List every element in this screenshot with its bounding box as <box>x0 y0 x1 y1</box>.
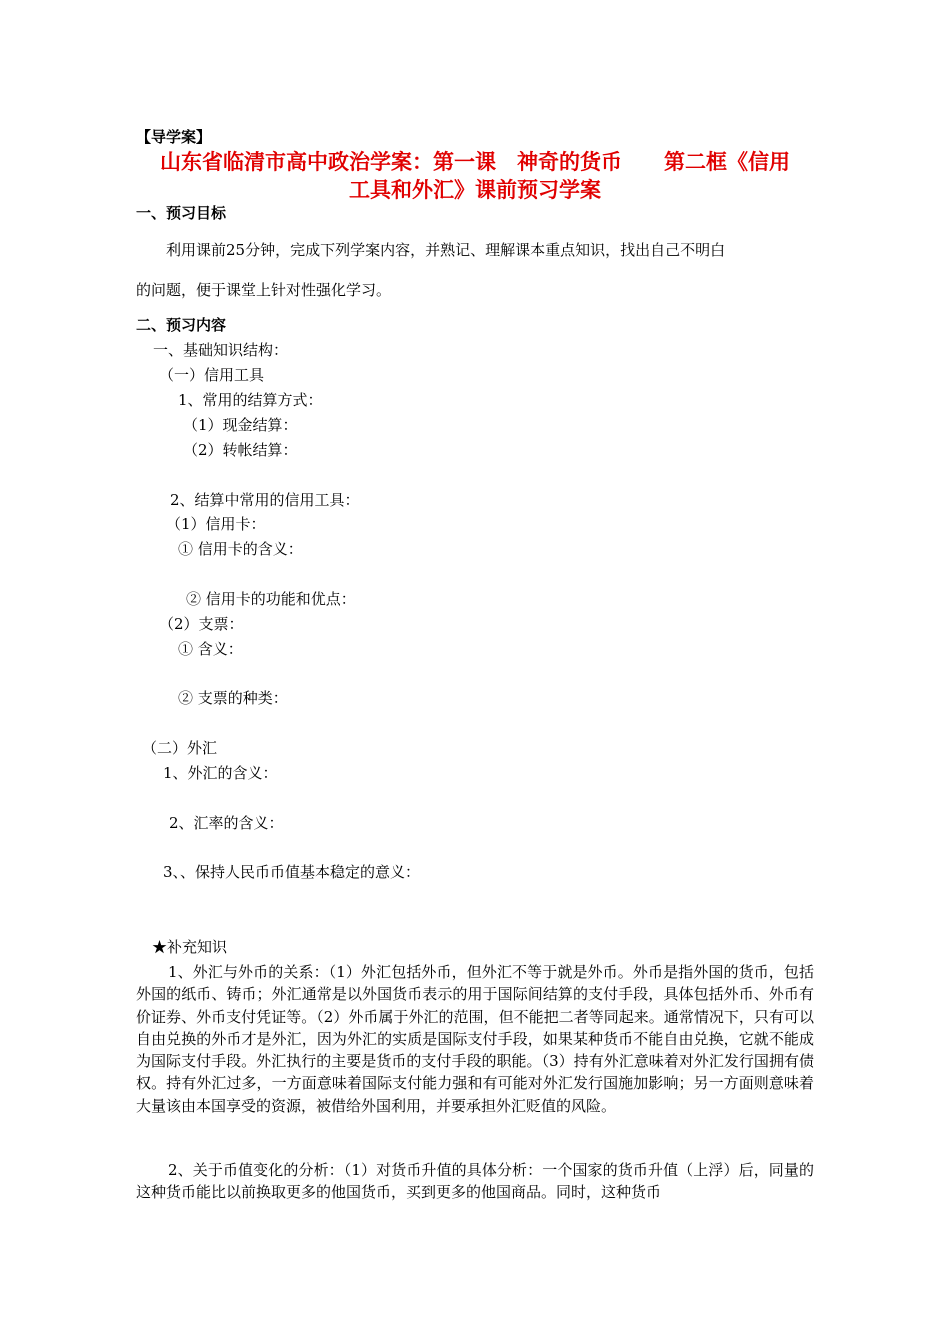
outline-item: ② 支票的种类： <box>178 689 288 707</box>
section-heading-goals: 一、预习目标 <box>136 204 227 222</box>
outline-item: 1、常用的结算方式： <box>178 391 323 409</box>
outline-item: ① 信用卡的含义： <box>178 540 303 558</box>
supplement-text-2: 2、关于币值变化的分析：（1）对货币升值的具体分析：一个国家的货币升值（上浮）后，同量的这种货币能比以前换取更多的他国货币，买到更多的他国商品。同时，这种货币 <box>136 1161 814 1202</box>
outline-item: （2）转帐结算： <box>183 441 298 459</box>
outline-item: （1）现金结算： <box>183 416 298 434</box>
supplement-heading: ★补充知识 <box>152 938 228 956</box>
supplement-paragraph-1 <box>136 961 814 1117</box>
outline-item: 2、结算中常用的信用工具： <box>170 491 360 509</box>
supplement-text-1: 1、外汇与外币的关系：（1）外汇包括外币，但外汇不等于就是外币。外币是指外国的货币，包括外国的纸币、铸币；外汇通常是以外国货币表示的用于国际间结算的支付手段，具体包括外币、外币有价证券、外币支付凭证等。（2）外币属于外汇的范围，但不能把二者等同起来。通常情况下，只有可以自由兑换的外币才是外汇，因为外汇的实质是国际支付手段，如果某种货币不能自由兑换，它就不能成为国际支付手段。外汇执行的主要是货币的支付手段的职能。（3）持有外汇意味着对外汇发行国拥有债权。持有外汇过多，一方面意味着国际支付能力强和有可能对外汇发行国施加影响；另一方面则意味着大量该由本国享受的资源，被借给外国利用，并要承担外汇贬值的风险。 <box>136 963 814 1115</box>
outline-item: 1、外汇的含义： <box>163 764 278 782</box>
outline-item: 一、基础知识结构： <box>153 341 289 359</box>
supplement-paragraph-2 <box>136 1159 814 1204</box>
outline-item: （二）外汇 <box>142 739 218 757</box>
document-title-line-2: 工具和外汇》课前预习学案 <box>349 178 601 202</box>
outline-item: （1）信用卡： <box>166 515 266 533</box>
outline-item: （2）支票： <box>159 615 244 633</box>
outline-item: ② 信用卡的功能和优点： <box>186 590 356 608</box>
outline-item: （一）信用工具 <box>159 366 265 384</box>
header-tag: 【导学案】 <box>136 128 212 146</box>
outline-item: 3、、保持人民币币值基本稳定的意义： <box>163 863 421 881</box>
outline-item: ① 含义： <box>178 640 243 658</box>
goals-text-line-1: 利用课前25分钟，完成下列学案内容，并熟记、理解课本重点知识，找出自己不明白 <box>166 241 726 259</box>
section-heading-content: 二、预习内容 <box>136 316 227 334</box>
document-title-line-1: 山东省临清市高中政治学案：第一课 神奇的货币 第二框《信用 <box>160 150 790 174</box>
outline-item: 2、汇率的含义： <box>169 814 284 832</box>
goals-text-line-2: 的问题，便于课堂上针对性强化学习。 <box>136 281 392 299</box>
